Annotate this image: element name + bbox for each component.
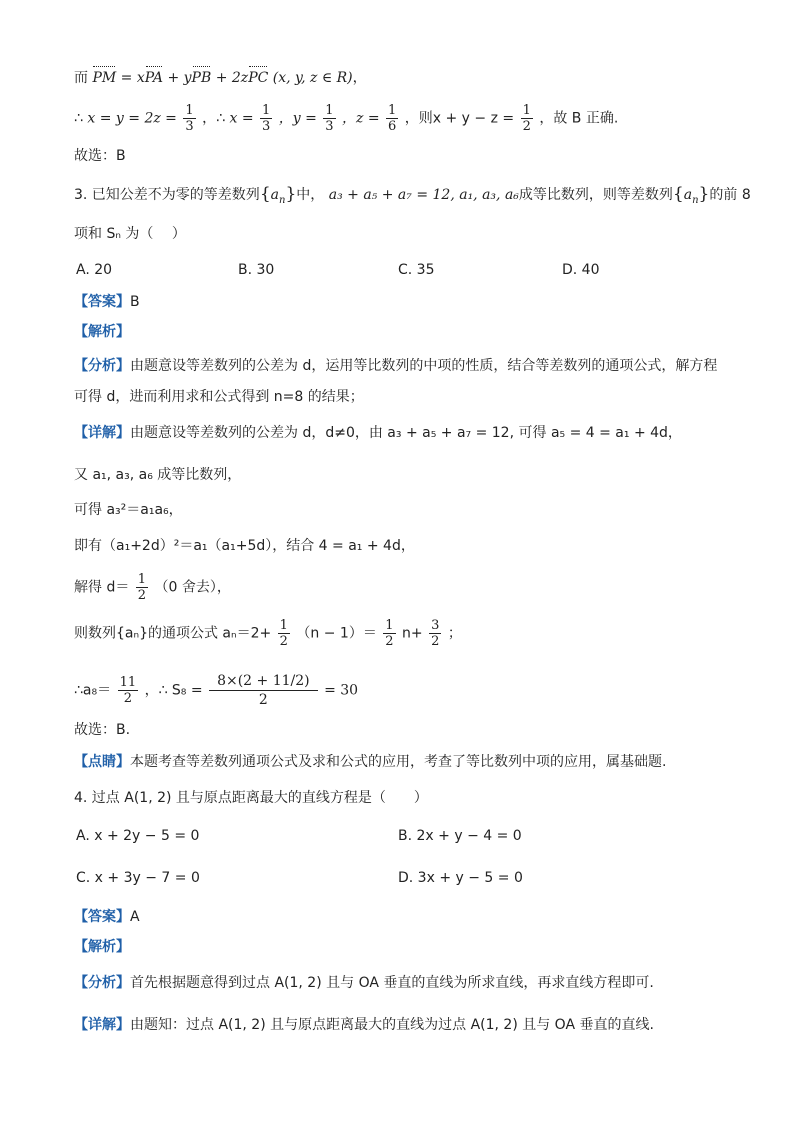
vector-condition: (x, y, z ∈ R): [272, 70, 353, 86]
fraction: $\frac{1}{2}$: [137, 572, 147, 603]
therefore-symbol: ∴: [74, 110, 83, 127]
fraction: $\frac{1}{2}$: [385, 618, 394, 649]
xiangjie-line-4: 即有（a₁+2d）²＝a₁（a₁+5d），结合 4 = a₁ + 4d，: [74, 538, 415, 554]
fenxi-line-2: 可得 d，进而利用求和公式得到 n=8 的结果；: [74, 389, 364, 405]
analysis-tag: [74, 322, 734, 342]
fraction: $\frac{1}{6}$: [388, 103, 397, 134]
seq-sub: n: [279, 194, 286, 206]
option-c: C. x + 3y − 7 = 0: [76, 870, 200, 886]
stem-part: 中，: [296, 187, 325, 203]
eq-x: x =: [229, 110, 254, 127]
question-3-stem: 3. 已知公差不为零的等差数列$\{a_n\}$中， a₃ + a₅ + a₇ = 12, a₁, a₃, a₆成等比数列，则等差数列$\{a_n\}$的前 8: [74, 184, 751, 206]
fenxi-tag: 【分析】: [74, 358, 130, 374]
vector-equation: PM = xPA + yPB + 2zPC: [92, 70, 269, 86]
xiangjie-line-3: 可得 a₃²＝a₁a₆，: [74, 502, 183, 518]
xiangjie-line-7: [74, 672, 734, 709]
sum-fraction: $\frac{8\times(2 + 11/2)}{2}$: [209, 672, 318, 709]
seq-symbol: a: [270, 187, 279, 203]
option-a: A. x + 2y − 5 = 0: [76, 828, 200, 844]
fraction: $\frac{1}{2}$: [279, 618, 288, 649]
selection-line-q3: 故选：B.: [74, 722, 131, 738]
text-part: = 30: [324, 682, 359, 699]
xiangjie-line-1: [74, 423, 734, 443]
answer-value: B: [130, 294, 140, 310]
xiangjie-line-2: 又 a₁, a₃, a₆ 成等比数列，: [74, 467, 242, 483]
fraction: $\frac{1}{3}$: [325, 103, 334, 134]
question-4-stem: 4. 过点 A(1, 2) 且与原点距离最大的直线方程是（ ）: [74, 790, 428, 806]
xiangjie-line-q4: [74, 1015, 734, 1035]
brace: }: [285, 184, 297, 204]
answer-value: A: [130, 909, 140, 925]
stem-condition: a₃ + a₅ + a₇ = 12, a₁, a₃, a₆: [328, 187, 519, 203]
vector-equation-line: [74, 68, 734, 88]
fraction: $\frac{11}{2}$: [119, 675, 137, 706]
fraction: $\frac{1}{3}$: [185, 103, 194, 134]
stem-part: 成等比数列，则等差数列: [518, 187, 673, 203]
eq-xyz: x = y = 2z =: [87, 110, 177, 127]
eq-z: ，z =: [342, 110, 380, 127]
text-part: ；: [447, 625, 462, 642]
xiangjie-tag: 【详解】: [74, 425, 130, 441]
text-comma: ，: [352, 70, 367, 86]
eq-y: ，y =: [278, 110, 317, 127]
option-b: B. 2x + y − 4 = 0: [398, 828, 522, 844]
xyz-solution-line: [74, 103, 734, 134]
stem-part: 3. 已知公差不为零的等差数列: [74, 187, 260, 203]
fraction: $\frac{3}{2}$: [431, 618, 440, 649]
option-c: C. 35: [398, 262, 435, 278]
analysis-tag-q4: [74, 937, 734, 957]
xiangjie-line-5: [74, 572, 734, 603]
fenxi-line-1: [74, 356, 734, 376]
xiangjie-line-6: [74, 618, 734, 649]
text-part: ∴a₈＝: [74, 682, 112, 699]
option-d: D. 3x + y − 5 = 0: [398, 870, 523, 886]
answer-line: [74, 292, 734, 312]
eq-sum: ，则x + y − z =: [404, 110, 515, 127]
text-part: 解得 d＝: [74, 579, 130, 596]
fenxi-line-q4: [74, 973, 734, 993]
text-part: 则数列{aₙ}的通项公式 aₙ＝2+: [74, 625, 272, 642]
text-er: 而: [74, 70, 88, 86]
fenxi-text: 由题意设等差数列的公差为 d，运用等比数列的中项的性质，结合等差数列的通项公式，解方程: [130, 358, 718, 374]
dianjing-text: 本题考查等差数列通项公式及求和公式的应用，考查了等比数列中项的应用，属基础题.: [130, 754, 667, 770]
brace: {: [259, 184, 271, 204]
text-part: （0 舍去），: [154, 579, 231, 596]
selection-line: 故选：B: [74, 148, 126, 164]
answer-tag: 【答案】: [74, 294, 130, 310]
text-part: （n − 1）＝: [296, 625, 377, 642]
fraction: $\frac{1}{2}$: [522, 103, 531, 134]
analysis-label: 【解析】: [74, 939, 130, 955]
fenxi-tag: 【分析】: [74, 975, 130, 991]
brace: {: [672, 184, 684, 204]
fenxi-text: 首先根据题意得到过点 A(1, 2) 且与 OA 垂直的直线为所求直线，再求直线方程即可.: [130, 975, 654, 991]
xiangjie-text: 由题意设等差数列的公差为 d，d≠0，由 a₃ + a₅ + a₇ = 12, 可得 a₅ = 4 = a₁ + 4d，: [130, 425, 682, 441]
xiangjie-tag: 【详解】: [74, 1017, 130, 1033]
text-tail: ，故 B 正确.: [539, 110, 619, 127]
text-sep: ，∴: [202, 110, 226, 127]
text-part: n+: [402, 625, 423, 642]
xiangjie-text: 由题知：过点 A(1, 2) 且与原点距离最大的直线为过点 A(1, 2) 且与 OA 垂直的直线.: [130, 1017, 654, 1033]
stem-part: 的前 8: [709, 187, 751, 203]
option-b: B. 30: [238, 262, 275, 278]
answer-line-q4: [74, 907, 734, 927]
analysis-label: 【解析】: [74, 324, 130, 340]
option-a: A. 20: [76, 262, 113, 278]
text-part: ，∴ S₈ =: [144, 682, 203, 699]
dianjing-tag: 【点睛】: [74, 754, 130, 770]
option-d: D. 40: [562, 262, 600, 278]
question-3-stem-2: 项和 Sₙ 为（ ）: [74, 226, 186, 242]
dianjing-line: [74, 752, 734, 772]
answer-tag: 【答案】: [74, 909, 130, 925]
fraction: $\frac{1}{3}$: [262, 103, 271, 134]
